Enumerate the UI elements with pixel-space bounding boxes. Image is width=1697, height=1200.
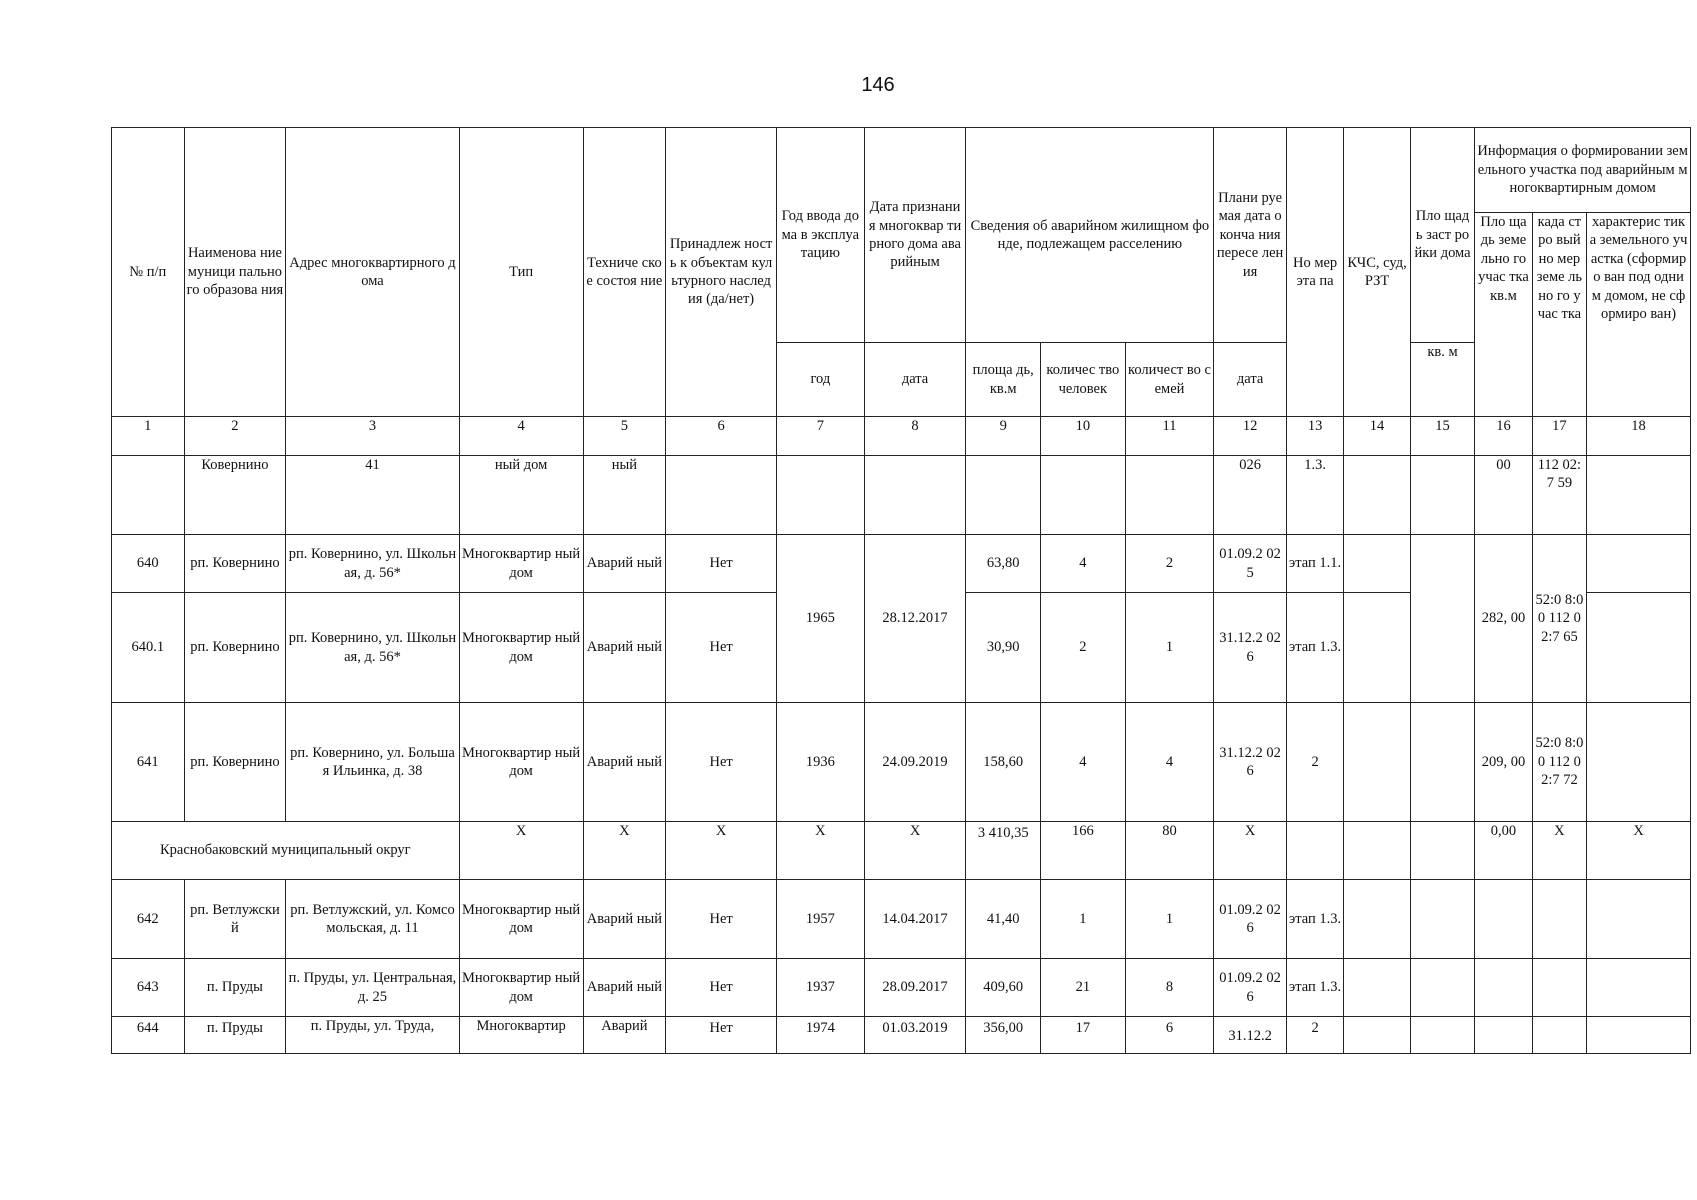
cell-people: 17 bbox=[1041, 1017, 1126, 1054]
cell-year: 1936 bbox=[777, 703, 865, 822]
header-sub-7: год bbox=[777, 343, 865, 417]
cell-type: Многоквартир ный дом bbox=[459, 880, 583, 959]
cell-plot-area bbox=[1475, 880, 1532, 959]
header-sub-12: дата bbox=[1214, 343, 1287, 417]
cell-date: 14.04.2017 bbox=[864, 880, 966, 959]
table-row bbox=[112, 456, 1691, 535]
cell-kchs bbox=[1344, 593, 1411, 703]
cell-condition: Аварий ный bbox=[583, 703, 666, 822]
header-col-15: Пло щадь заст ройки дома bbox=[1410, 128, 1474, 343]
cell-year: 1957 bbox=[777, 880, 865, 959]
column-number: 14 bbox=[1344, 417, 1411, 456]
cell-plot-area bbox=[1475, 1017, 1532, 1054]
cell-relocation-date: 31.12.2 026 bbox=[1214, 703, 1287, 822]
cell-plot-area: 00 bbox=[1475, 456, 1532, 535]
cell-municipality: п. Пруды bbox=[184, 959, 286, 1017]
cell-year: 1965 bbox=[777, 535, 865, 703]
cell-families: 1 bbox=[1125, 880, 1214, 959]
table-row bbox=[112, 703, 1691, 822]
emergency-housing-table bbox=[111, 127, 1691, 1054]
cell-families bbox=[1125, 456, 1214, 535]
header-sub-8: дата bbox=[864, 343, 966, 417]
cell-date: 01.03.2019 bbox=[864, 1017, 966, 1054]
header-col-16-label: Пло щадь земе льно го учас тка bbox=[1478, 214, 1529, 286]
cell-plot-status bbox=[1587, 1017, 1691, 1054]
column-number: 17 bbox=[1532, 417, 1586, 456]
cell-stage: этап 1.3. bbox=[1286, 593, 1343, 703]
cell-number: 644 bbox=[112, 1017, 185, 1054]
cell-area: 158,60 bbox=[966, 703, 1041, 822]
cell-address: рп. Ветлужский, ул. Комсомольская, д. 11 bbox=[286, 880, 459, 959]
cell-heritage bbox=[666, 456, 777, 535]
cell-number: 642 bbox=[112, 880, 185, 959]
cell-year: 1937 bbox=[777, 959, 865, 1017]
header-col-12: Плани руемая дата оконча ния пересе ления bbox=[1214, 128, 1287, 343]
cell-plot-status: X bbox=[1587, 822, 1691, 880]
cell-plot-status bbox=[1587, 959, 1691, 1017]
cell-cadastral: 52:0 8:00 112 02:7 65 bbox=[1532, 535, 1586, 703]
cell-built-area bbox=[1410, 456, 1474, 535]
cell-stage: 2 bbox=[1286, 703, 1343, 822]
cell-type: Многоквартир ный дом bbox=[459, 703, 583, 822]
cell-condition: Аварий ный bbox=[583, 959, 666, 1017]
cell-people bbox=[1041, 456, 1126, 535]
cell-number: 640 bbox=[112, 535, 185, 593]
column-number: 9 bbox=[966, 417, 1041, 456]
cell-condition: Аварий bbox=[583, 1017, 666, 1054]
header-col-14: КЧС, суд, РЗТ bbox=[1344, 128, 1411, 417]
column-number: 10 bbox=[1041, 417, 1126, 456]
cell-relocation-date: 31.12.2 026 bbox=[1214, 593, 1287, 703]
column-number: 15 bbox=[1410, 417, 1474, 456]
cell-type: X bbox=[459, 822, 583, 880]
header-col-4: Тип bbox=[459, 128, 583, 417]
cell-families: 4 bbox=[1125, 703, 1214, 822]
cell-number: 643 bbox=[112, 959, 185, 1017]
cell-number bbox=[112, 456, 185, 535]
cell-type: Многоквартир ный дом bbox=[459, 959, 583, 1017]
header-col-18: характерис тика земельного участка (сформиро ван под одним домом, не сформиро ван) bbox=[1587, 213, 1691, 417]
cell-municipality: Ковернино bbox=[184, 456, 286, 535]
column-number: 2 bbox=[184, 417, 286, 456]
cell-cadastral bbox=[1532, 959, 1586, 1017]
cell-kchs bbox=[1344, 959, 1411, 1017]
header-col-1: № п/п bbox=[112, 128, 185, 417]
cell-address: п. Пруды, ул. Центральная, д. 25 bbox=[286, 959, 459, 1017]
cell-families: 6 bbox=[1125, 1017, 1214, 1054]
cell-built-area bbox=[1410, 822, 1474, 880]
cell-date: 28.09.2017 bbox=[864, 959, 966, 1017]
cell-people: 1 bbox=[1041, 880, 1126, 959]
cell-condition: Аварий ный bbox=[583, 535, 666, 593]
cell-area: 30,90 bbox=[966, 593, 1041, 703]
cell-relocation-date: X bbox=[1214, 822, 1287, 880]
cell-type: Многоквартир ный дом bbox=[459, 535, 583, 593]
table-row bbox=[112, 1017, 1691, 1054]
cell-families: 80 bbox=[1125, 822, 1214, 880]
cell-plot-area: 282, 00 bbox=[1475, 535, 1532, 703]
cell-cadastral: 52:0 8:00 112 02:7 72 bbox=[1532, 703, 1586, 822]
cell-kchs bbox=[1344, 703, 1411, 822]
cell-families: 1 bbox=[1125, 593, 1214, 703]
cell-cadastral: 112 02:7 59 bbox=[1532, 456, 1586, 535]
cell-families: 2 bbox=[1125, 535, 1214, 593]
table-row bbox=[112, 880, 1691, 959]
cell-plot-status bbox=[1587, 703, 1691, 822]
column-number: 13 bbox=[1286, 417, 1343, 456]
header-col-7: Год ввода дома в эксплуа тацию bbox=[777, 128, 865, 343]
table-row bbox=[112, 959, 1691, 1017]
column-number: 3 bbox=[286, 417, 459, 456]
cell-relocation-date: 01.09.2 025 bbox=[1214, 535, 1287, 593]
header-col-13: Но мер эта па bbox=[1286, 128, 1343, 417]
cell-plot-status bbox=[1587, 535, 1691, 593]
cell-people: 21 bbox=[1041, 959, 1126, 1017]
header-col-16-unit: кв.м bbox=[1490, 287, 1517, 304]
header-col-8: Дата признания многоквар тирного дома аварийным bbox=[864, 128, 966, 343]
cell-families: 8 bbox=[1125, 959, 1214, 1017]
cell-type: Многоквартир ный дом bbox=[459, 593, 583, 703]
cell-number: 640.1 bbox=[112, 593, 185, 703]
cell-type: ный дом bbox=[459, 456, 583, 535]
cell-condition: Аварий ный bbox=[583, 880, 666, 959]
cell-stage: этап 1.1. bbox=[1286, 535, 1343, 593]
cell-built-area bbox=[1410, 1017, 1474, 1054]
subtotal-row bbox=[112, 822, 1691, 880]
cell-municipality: п. Пруды bbox=[184, 1017, 286, 1054]
cell-plot-status bbox=[1587, 880, 1691, 959]
cell-people: 166 bbox=[1041, 822, 1126, 880]
column-number: 1 bbox=[112, 417, 185, 456]
header-row bbox=[112, 128, 1691, 213]
cell-condition: Аварий ный bbox=[583, 593, 666, 703]
cell-kchs bbox=[1344, 456, 1411, 535]
column-number: 6 bbox=[666, 417, 777, 456]
cell-relocation-date: 026 bbox=[1214, 456, 1287, 535]
cell-date: X bbox=[864, 822, 966, 880]
cell-date: 28.12.2017 bbox=[864, 535, 966, 703]
cell-stage: 1.3. bbox=[1286, 456, 1343, 535]
column-number: 7 bbox=[777, 417, 865, 456]
cell-heritage: Нет bbox=[666, 703, 777, 822]
header-col-3: Адрес многоквартирного дома bbox=[286, 128, 459, 417]
cell-area: 409,60 bbox=[966, 959, 1041, 1017]
cell-plot-area: 0,00 bbox=[1475, 822, 1532, 880]
cell-cadastral bbox=[1532, 1017, 1586, 1054]
cell-date: 24.09.2019 bbox=[864, 703, 966, 822]
cell-municipality: рп. Ветлужски й bbox=[184, 880, 286, 959]
cell-relocation-date: 31.12.2 bbox=[1214, 1017, 1287, 1054]
cell-people: 2 bbox=[1041, 593, 1126, 703]
cell-municipality: рп. Ковернино bbox=[184, 593, 286, 703]
cell-area: 356,00 bbox=[966, 1017, 1041, 1054]
cell-date bbox=[864, 456, 966, 535]
header-sub-9: площа дь, кв.м bbox=[966, 343, 1041, 417]
cell-kchs bbox=[1344, 880, 1411, 959]
header-col-6: Принадлеж ность к объектам культурного наследия (да/нет) bbox=[666, 128, 777, 417]
header-sub-11: количест во семей bbox=[1125, 343, 1214, 417]
header-col-5: Техниче ское состоя ние bbox=[583, 128, 666, 417]
cell-type: Многоквартир bbox=[459, 1017, 583, 1054]
cell-kchs bbox=[1344, 822, 1411, 880]
cell-year: 1974 bbox=[777, 1017, 865, 1054]
column-number: 5 bbox=[583, 417, 666, 456]
cell-heritage: Нет bbox=[666, 959, 777, 1017]
cell-heritage: Нет bbox=[666, 593, 777, 703]
header-sub-15: кв. м bbox=[1410, 343, 1474, 417]
cell-stage: 2 bbox=[1286, 1017, 1343, 1054]
cell-address: 41 bbox=[286, 456, 459, 535]
cell-heritage: Нет bbox=[666, 880, 777, 959]
header-col-17: када стро вый но мер земе льно го учас тка bbox=[1532, 213, 1586, 417]
subtotal-label: Краснобаковский муниципальный округ bbox=[112, 822, 460, 880]
cell-area: 63,80 bbox=[966, 535, 1041, 593]
column-number-row bbox=[112, 417, 1691, 456]
column-number: 11 bbox=[1125, 417, 1214, 456]
cell-people: 4 bbox=[1041, 535, 1126, 593]
cell-address: рп. Ковернино, ул. Большая Ильинка, д. 38 bbox=[286, 703, 459, 822]
header-col-16 bbox=[1475, 213, 1532, 417]
column-number: 18 bbox=[1587, 417, 1691, 456]
cell-people: 4 bbox=[1041, 703, 1126, 822]
cell-plot-status bbox=[1587, 593, 1691, 703]
cell-cadastral: X bbox=[1532, 822, 1586, 880]
column-number: 12 bbox=[1214, 417, 1287, 456]
cell-municipality: рп. Ковернино bbox=[184, 703, 286, 822]
cell-plot-area: 209, 00 bbox=[1475, 703, 1532, 822]
column-number: 4 bbox=[459, 417, 583, 456]
page-number: 146 bbox=[861, 74, 895, 96]
header-sub-10: количес тво человек bbox=[1041, 343, 1126, 417]
header-col-16-18: Информация о формировании земельного участка под аварийным многоквартирным домом bbox=[1475, 128, 1691, 213]
cell-heritage: X bbox=[666, 822, 777, 880]
cell-built-area bbox=[1410, 880, 1474, 959]
cell-area: 41,40 bbox=[966, 880, 1041, 959]
cell-address: рп. Ковернино, ул. Школьная, д. 56* bbox=[286, 593, 459, 703]
cell-stage bbox=[1286, 822, 1343, 880]
cell-plot-status bbox=[1587, 456, 1691, 535]
cell-area: 3 410,35 bbox=[966, 822, 1041, 880]
cell-kchs bbox=[1344, 1017, 1411, 1054]
header-col-9-11: Сведения об аварийном жилищном фонде, подлежащем расселению bbox=[966, 128, 1214, 343]
cell-relocation-date: 01.09.2 026 bbox=[1214, 959, 1287, 1017]
cell-plot-area bbox=[1475, 959, 1532, 1017]
cell-heritage: Нет bbox=[666, 535, 777, 593]
cell-heritage: Нет bbox=[666, 1017, 777, 1054]
cell-condition: ный bbox=[583, 456, 666, 535]
cell-year: X bbox=[777, 822, 865, 880]
cell-built-area bbox=[1410, 703, 1474, 822]
cell-address: рп. Ковернино, ул. Школьная, д. 56* bbox=[286, 535, 459, 593]
cell-stage: этап 1.3. bbox=[1286, 880, 1343, 959]
cell-built-area bbox=[1410, 959, 1474, 1017]
column-number: 8 bbox=[864, 417, 966, 456]
header-col-2: Наименова ние муници пального образова ния bbox=[184, 128, 286, 417]
cell-area bbox=[966, 456, 1041, 535]
cell-address: п. Пруды, ул. Труда, bbox=[286, 1017, 459, 1054]
cell-condition: X bbox=[583, 822, 666, 880]
cell-year bbox=[777, 456, 865, 535]
cell-built-area bbox=[1410, 535, 1474, 703]
column-number: 16 bbox=[1475, 417, 1532, 456]
cell-cadastral bbox=[1532, 880, 1586, 959]
cell-relocation-date: 01.09.2 026 bbox=[1214, 880, 1287, 959]
cell-stage: этап 1.3. bbox=[1286, 959, 1343, 1017]
cell-municipality: рп. Ковернино bbox=[184, 535, 286, 593]
cell-kchs bbox=[1344, 535, 1411, 593]
cell-number: 641 bbox=[112, 703, 185, 822]
table-row bbox=[112, 535, 1691, 593]
